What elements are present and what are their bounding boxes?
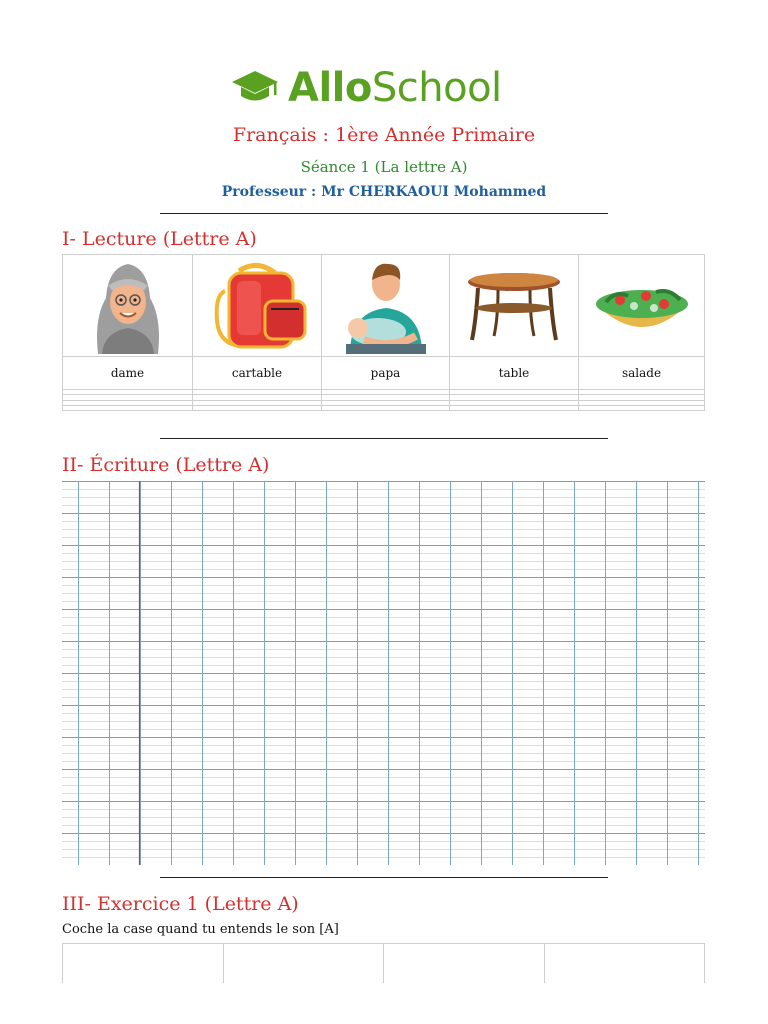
lecture-item <box>321 255 449 410</box>
divider <box>160 438 608 439</box>
lecture-item <box>192 255 321 410</box>
page-title: Français : 1ère Année Primaire <box>232 124 536 146</box>
section-ecriture-title: II- Écriture (Lettre A) <box>62 454 270 476</box>
lecture-image-cell <box>579 255 704 357</box>
father-holding-baby-illustration <box>340 258 432 354</box>
alloschool-logo <box>230 62 502 114</box>
teacher-name: Professeur : Mr CHERKAOUI Mohammed <box>221 184 547 200</box>
checkbox-cell[interactable] <box>223 944 384 983</box>
salad-bowl-illustration <box>590 274 694 338</box>
checkbox-cell[interactable] <box>383 944 544 983</box>
seyes-writing-grid <box>62 481 705 865</box>
exercise-table <box>62 943 705 983</box>
lecture-image-cell <box>63 255 192 357</box>
divider <box>160 213 608 214</box>
divider <box>160 877 608 878</box>
logo-wordmark-bold: Allo <box>288 65 372 111</box>
section-exercice-title: III- Exercice 1 (Lettre A) <box>62 893 299 915</box>
checkbox-cell[interactable] <box>63 944 223 983</box>
lecture-item <box>578 255 704 410</box>
lecture-item <box>449 255 578 410</box>
lecture-table <box>62 254 705 411</box>
lecture-word: table <box>450 356 578 390</box>
lecture-image-cell <box>322 255 449 357</box>
lecture-word: dame <box>63 356 192 390</box>
lecture-word: cartable <box>193 356 321 390</box>
section-lecture-title: I- Lecture (Lettre A) <box>62 228 257 250</box>
lecture-word: papa <box>322 356 449 390</box>
lecture-image-cell <box>450 255 578 357</box>
page-subtitle: Séance 1 (La lettre A) <box>300 158 468 176</box>
red-backpack-illustration <box>205 261 309 351</box>
logo-wordmark-regular: School <box>371 65 502 111</box>
exercise-instruction: Coche la case quand tu entends le son [A] <box>62 922 339 937</box>
lecture-image-cell <box>193 255 321 357</box>
graduation-cap-icon <box>230 68 280 108</box>
logo-wordmark <box>288 65 502 111</box>
checkbox-cell[interactable] <box>544 944 705 983</box>
wooden-table-illustration <box>464 270 564 342</box>
veiled-grandmother-illustration <box>86 258 170 354</box>
lecture-word: salade <box>579 356 704 390</box>
lecture-item <box>63 255 192 410</box>
